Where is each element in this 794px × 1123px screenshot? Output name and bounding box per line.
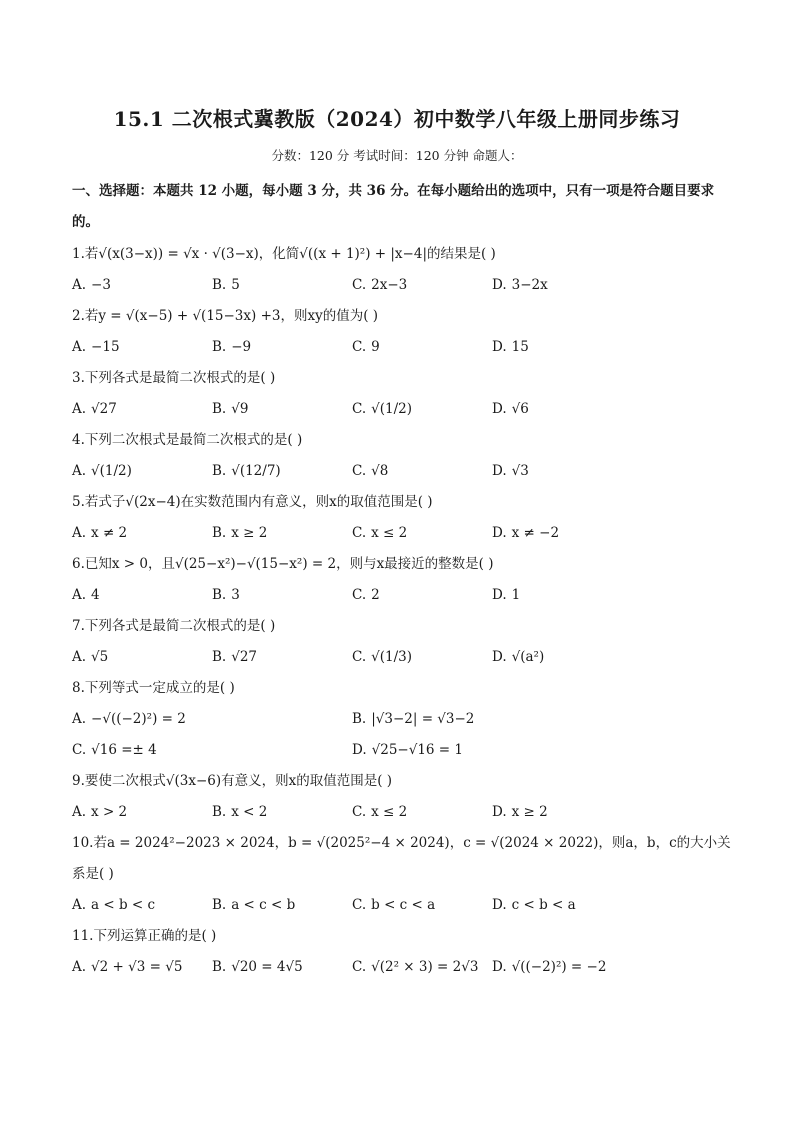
option-label: C. bbox=[352, 649, 367, 665]
option-b bbox=[212, 797, 352, 828]
option-a bbox=[72, 580, 212, 611]
option-label: A. bbox=[72, 277, 87, 293]
option-label: B. bbox=[212, 897, 227, 913]
option-text: √5 bbox=[91, 649, 109, 665]
option-d bbox=[492, 518, 559, 549]
option-label: D. bbox=[492, 277, 507, 293]
option-c bbox=[352, 580, 492, 611]
option-text: √25−√16 = 1 bbox=[371, 742, 463, 758]
option-c bbox=[352, 518, 492, 549]
option-text: √(a²) bbox=[511, 649, 545, 665]
option-text: 2 bbox=[371, 587, 380, 603]
option-text: √((−2)²) = −2 bbox=[511, 959, 607, 975]
question-5 bbox=[72, 487, 732, 549]
option-label: B. bbox=[212, 649, 227, 665]
option-a bbox=[72, 952, 212, 983]
option-text: |√3−2| = √3−2 bbox=[371, 711, 475, 727]
option-label: D. bbox=[492, 525, 507, 541]
option-d bbox=[492, 456, 529, 487]
options-row bbox=[72, 394, 732, 425]
option-text: −3 bbox=[91, 277, 111, 293]
options-row bbox=[72, 735, 732, 766]
option-d bbox=[492, 642, 544, 673]
option-text: 1 bbox=[511, 587, 521, 603]
question-10 bbox=[72, 828, 732, 921]
options-row bbox=[72, 797, 732, 828]
option-text: 3−2x bbox=[511, 277, 548, 293]
question-stem: 1.若√(x(3−x)) = √x · √(3−x)，化简√((x + 1)²) + |x−4|的结果是( ) bbox=[72, 246, 496, 262]
option-label: D. bbox=[492, 897, 507, 913]
option-a bbox=[72, 890, 212, 921]
option-label: D. bbox=[492, 401, 507, 417]
option-label: A. bbox=[72, 711, 87, 727]
option-label: D. bbox=[492, 959, 507, 975]
option-text: x ≤ 2 bbox=[371, 525, 408, 541]
option-label: B. bbox=[212, 401, 227, 417]
option-b bbox=[212, 580, 352, 611]
options-row bbox=[72, 332, 732, 363]
option-c bbox=[72, 735, 352, 766]
option-text: √(1/2) bbox=[91, 463, 132, 479]
option-b bbox=[212, 518, 352, 549]
option-text: √8 bbox=[371, 463, 389, 479]
options-row bbox=[72, 518, 732, 549]
exam-title: 15.1 二次根式冀教版（2024）初中数学八年级上册同步练习 bbox=[113, 107, 681, 131]
options-row bbox=[72, 580, 732, 611]
option-text: √16 =± 4 bbox=[91, 742, 157, 758]
option-a bbox=[72, 518, 212, 549]
option-label: B. bbox=[212, 959, 227, 975]
option-d bbox=[492, 890, 576, 921]
option-label: A. bbox=[72, 463, 87, 479]
option-b bbox=[212, 332, 352, 363]
option-label: C. bbox=[352, 525, 367, 541]
options-row bbox=[72, 704, 732, 735]
options-row bbox=[72, 890, 732, 921]
options-row bbox=[72, 456, 732, 487]
option-d bbox=[492, 270, 548, 301]
options-row bbox=[72, 642, 732, 673]
option-label: A. bbox=[72, 401, 87, 417]
option-label: B. bbox=[212, 463, 227, 479]
option-text: −√((−2)²) = 2 bbox=[91, 711, 186, 727]
option-c bbox=[352, 797, 492, 828]
question-stem: 10.若a = 2024²−2023 × 2024，b = √(2025²−4 × 2024)，c = √(2024 × 2022)，则a，b，c的大小关系是( ) bbox=[72, 835, 731, 882]
option-a bbox=[72, 270, 212, 301]
question-stem: 2.若y = √(x−5) + √(15−3x) +3，则xy的值为( ) bbox=[72, 308, 379, 324]
option-b bbox=[212, 456, 352, 487]
exam-info: 分数：120 分 考试时间：120 分钟 命题人： bbox=[271, 148, 523, 163]
option-text: √(2² × 3) = 2√3 bbox=[371, 959, 479, 975]
option-b bbox=[212, 642, 352, 673]
option-label: B. bbox=[212, 277, 227, 293]
option-a bbox=[72, 394, 212, 425]
option-text: √(1/2) bbox=[371, 401, 413, 417]
option-label: A. bbox=[72, 959, 87, 975]
options-row bbox=[72, 270, 732, 301]
option-text: 4 bbox=[91, 587, 100, 603]
question-1 bbox=[72, 239, 732, 301]
option-b bbox=[212, 890, 352, 921]
option-label: A. bbox=[72, 339, 87, 355]
question-3 bbox=[72, 363, 732, 425]
option-label: D. bbox=[352, 742, 367, 758]
option-c bbox=[352, 642, 492, 673]
option-label: C. bbox=[352, 463, 367, 479]
option-d bbox=[492, 580, 520, 611]
option-c bbox=[352, 890, 492, 921]
option-label: C. bbox=[352, 804, 367, 820]
question-4 bbox=[72, 425, 732, 487]
option-d bbox=[352, 735, 632, 766]
option-text: a < b < c bbox=[91, 897, 156, 913]
question-stem: 6.已知x > 0，且√(25−x²)−√(15−x²) = 2，则与x最接近的整数是( ) bbox=[72, 556, 494, 572]
option-c bbox=[352, 332, 492, 363]
option-a bbox=[72, 797, 212, 828]
option-label: C. bbox=[352, 897, 367, 913]
question-stem: 11.下列运算正确的是( ) bbox=[72, 928, 217, 944]
option-text: √9 bbox=[231, 401, 249, 417]
option-text: a < c < b bbox=[231, 897, 296, 913]
option-c bbox=[352, 270, 492, 301]
option-text: √(12/7) bbox=[231, 463, 281, 479]
option-label: C. bbox=[352, 587, 367, 603]
question-stem: 4.下列二次根式是最简二次根式的是( ) bbox=[72, 432, 303, 448]
question-2 bbox=[72, 301, 732, 363]
option-d bbox=[492, 797, 548, 828]
option-label: A. bbox=[72, 804, 87, 820]
option-b bbox=[212, 952, 352, 983]
option-a bbox=[72, 642, 212, 673]
option-label: B. bbox=[212, 587, 227, 603]
option-label: C. bbox=[72, 742, 87, 758]
option-text: −15 bbox=[91, 339, 120, 355]
option-label: D. bbox=[492, 804, 507, 820]
option-c bbox=[352, 394, 492, 425]
question-11 bbox=[72, 921, 732, 983]
option-text: 3 bbox=[231, 587, 240, 603]
option-text: x ≥ 2 bbox=[231, 525, 268, 541]
option-text: c < b < a bbox=[511, 897, 576, 913]
option-text: 5 bbox=[231, 277, 240, 293]
option-text: √20 = 4√5 bbox=[231, 959, 303, 975]
option-text: x < 2 bbox=[231, 804, 268, 820]
option-label: B. bbox=[212, 525, 227, 541]
option-text: 9 bbox=[371, 339, 380, 355]
option-a bbox=[72, 704, 352, 735]
option-text: √2 + √3 = √5 bbox=[91, 959, 183, 975]
question-list bbox=[72, 239, 732, 983]
options-row bbox=[72, 952, 732, 983]
question-8 bbox=[72, 673, 732, 766]
question-9 bbox=[72, 766, 732, 828]
option-text: x ≥ 2 bbox=[511, 804, 548, 820]
question-stem: 9.要使二次根式√(3x−6)有意义，则x的取值范围是( ) bbox=[72, 773, 393, 789]
option-text: √(1/3) bbox=[371, 649, 413, 665]
question-stem: 8.下列等式一定成立的是( ) bbox=[72, 680, 235, 696]
option-text: x ≠ 2 bbox=[91, 525, 128, 541]
option-label: C. bbox=[352, 401, 367, 417]
option-text: 15 bbox=[511, 339, 529, 355]
option-text: √27 bbox=[231, 649, 257, 665]
option-a bbox=[72, 456, 212, 487]
option-c bbox=[352, 952, 492, 983]
question-stem: 7.下列各式是最简二次根式的是( ) bbox=[72, 618, 276, 634]
section-heading: 一、选择题：本题共 12 小题，每小题 3 分，共 36 分。在每小题给出的选项中，只有一项是符合题目要求的。 bbox=[72, 183, 715, 230]
option-a bbox=[72, 332, 212, 363]
option-text: √6 bbox=[511, 401, 529, 417]
option-text: x ≠ −2 bbox=[511, 525, 560, 541]
option-d bbox=[492, 332, 529, 363]
option-label: D. bbox=[492, 649, 507, 665]
option-text: √27 bbox=[91, 401, 117, 417]
option-d bbox=[492, 952, 606, 983]
option-c bbox=[352, 456, 492, 487]
option-text: √3 bbox=[511, 463, 529, 479]
option-label: B. bbox=[212, 804, 227, 820]
option-d bbox=[492, 394, 529, 425]
question-7 bbox=[72, 611, 732, 673]
option-text: b < c < a bbox=[371, 897, 436, 913]
option-label: D. bbox=[492, 339, 507, 355]
option-label: D. bbox=[492, 463, 507, 479]
option-text: x ≤ 2 bbox=[371, 804, 408, 820]
option-label: A. bbox=[72, 587, 87, 603]
question-stem: 5.若式子√(2x−4)在实数范围内有意义，则x的取值范围是( ) bbox=[72, 494, 433, 510]
question-stem: 3.下列各式是最简二次根式的是( ) bbox=[72, 370, 276, 386]
option-text: x > 2 bbox=[91, 804, 128, 820]
option-label: C. bbox=[352, 959, 367, 975]
option-label: B. bbox=[352, 711, 367, 727]
question-6 bbox=[72, 549, 732, 611]
option-b bbox=[352, 704, 632, 735]
option-b bbox=[212, 394, 352, 425]
option-text: 2x−3 bbox=[371, 277, 408, 293]
option-label: C. bbox=[352, 277, 367, 293]
option-text: −9 bbox=[231, 339, 252, 355]
option-label: D. bbox=[492, 587, 507, 603]
option-b bbox=[212, 270, 352, 301]
option-label: C. bbox=[352, 339, 367, 355]
option-label: B. bbox=[212, 339, 227, 355]
option-label: A. bbox=[72, 525, 87, 541]
option-label: A. bbox=[72, 897, 87, 913]
option-label: A. bbox=[72, 649, 87, 665]
